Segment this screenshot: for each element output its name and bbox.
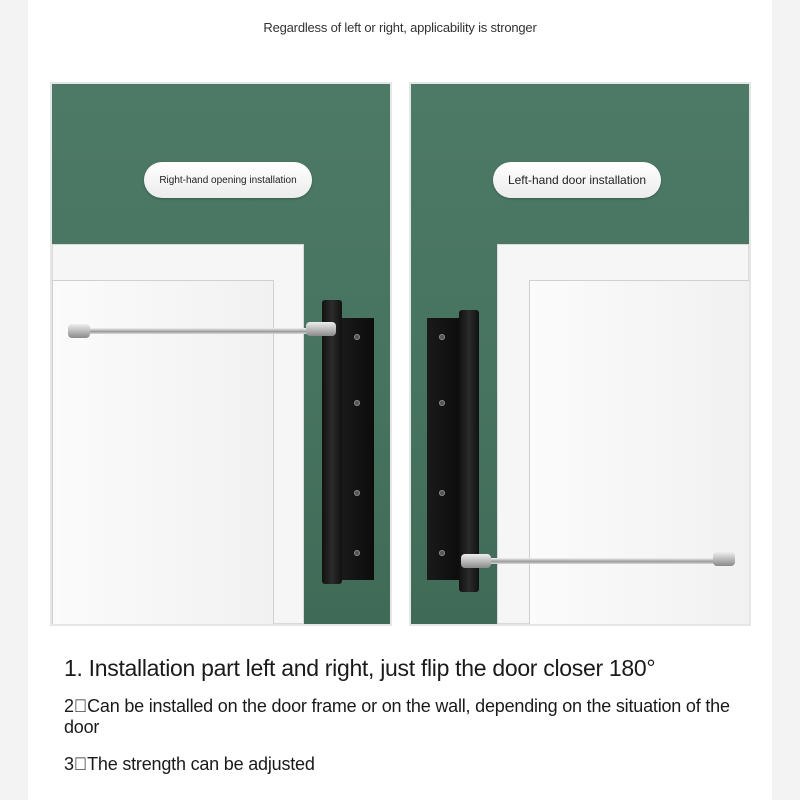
screw-icon [354, 550, 360, 556]
door-panel [529, 280, 751, 626]
feature-3: 3 The strength can be adjusted [64, 754, 315, 774]
right-hand-install-panel [50, 82, 392, 626]
screw-icon [439, 490, 445, 496]
product-image [28, 0, 772, 800]
mount-plate [340, 318, 374, 580]
closer-body [322, 300, 342, 584]
screw-icon [439, 400, 445, 406]
right-hand-install-label: Right-hand opening installation [144, 162, 312, 198]
mount-plate [427, 318, 461, 580]
closer-arm [481, 558, 731, 564]
closer-arm [70, 328, 320, 334]
screw-icon [439, 550, 445, 556]
screw-icon [354, 400, 360, 406]
arm-pivot [461, 554, 491, 568]
arm-pivot [306, 322, 336, 336]
left-hand-install-panel [409, 82, 751, 626]
arm-bracket [68, 324, 90, 338]
top-caption: Regardless of left or right, applicability is stronger [263, 20, 537, 35]
arm-bracket [713, 552, 735, 566]
left-hand-install-label: Left-hand door installation [493, 162, 661, 198]
closer-body [459, 310, 479, 592]
screw-icon [354, 490, 360, 496]
screw-icon [354, 334, 360, 340]
feature-list [64, 655, 762, 775]
screw-icon [439, 334, 445, 340]
feature-1: 1. Installation part left and right, just flip the door closer 180° [64, 655, 656, 681]
feature-2: 2 Can be installed on the door frame or on the wall, depending on the situation of the door [64, 696, 730, 737]
